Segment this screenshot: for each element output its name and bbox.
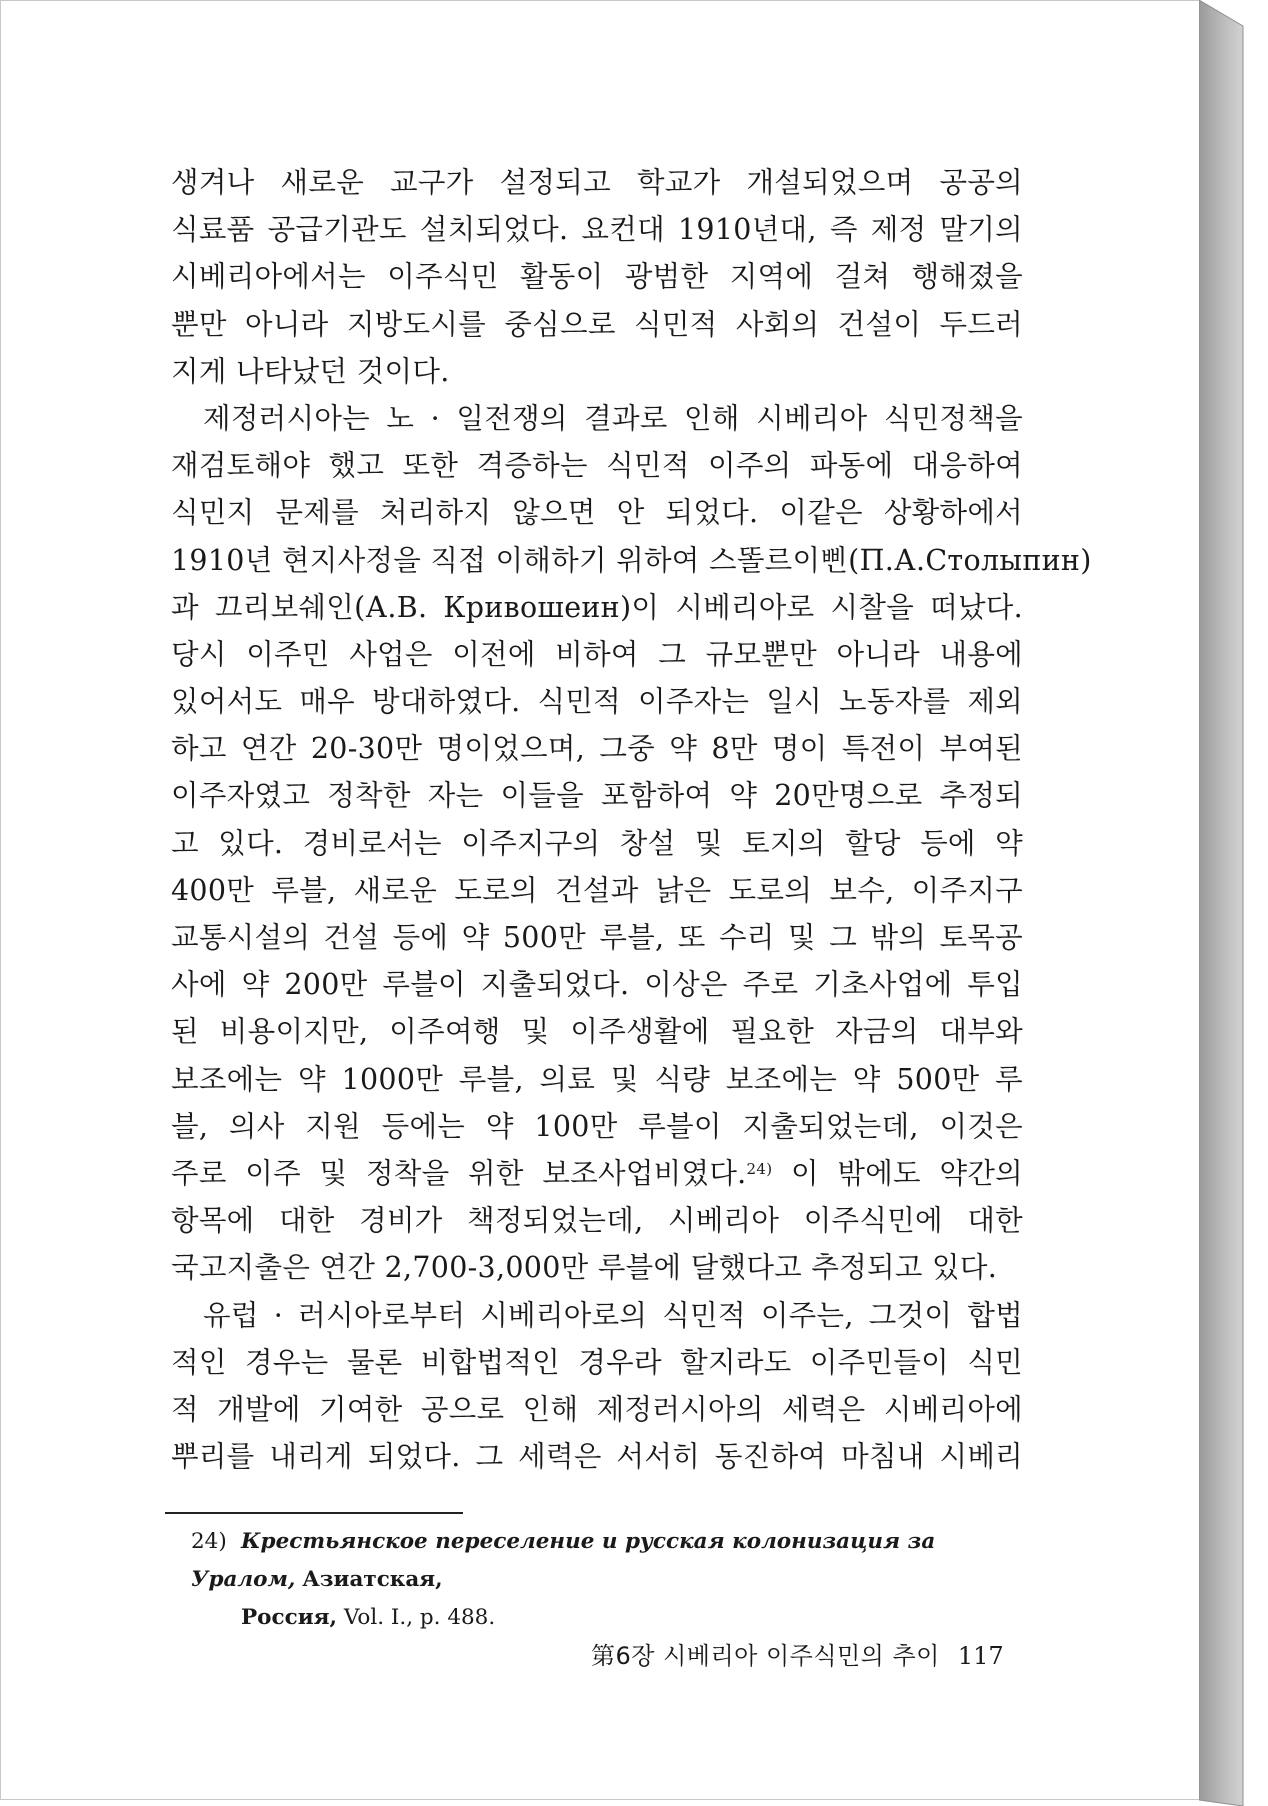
footnote-reference: 24) — [746, 1159, 773, 1178]
text-line: 400만 루블, 새로운 도로의 건설과 낡은 도로의 보수, 이주지구 — [171, 873, 1023, 907]
text-line: 유럽 · 러시아로부터 시베리아로의 식민적 이주는, 그것이 합법 — [203, 1298, 1023, 1332]
text-line: 하고 연간 20-30만 명이었으며, 그중 약 8만 명이 특전이 부여된 — [171, 732, 1023, 766]
text-line: 지게 나타났던 것이다. — [171, 354, 450, 388]
text-segment: 주로 이주 및 정착을 위한 보조사업비였다. — [171, 1156, 747, 1190]
page-edge-shading — [1199, 0, 1268, 1806]
footnote-number: 24) — [191, 1529, 227, 1554]
text-line: 식민지 문제를 처리하지 않으면 안 되었다. 이같은 상황하에서 — [171, 496, 1023, 530]
text-line: 식료품 공급기관도 설치되었다. 요컨대 1910년대, 즉 제정 말기의 — [171, 213, 1023, 247]
text-line: 교통시설의 건설 등에 약 500만 루블, 또 수리 및 그 밖의 토목공 — [171, 921, 1023, 954]
text-line: 사에 약 200만 루블이 지출되었다. 이상은 주로 기초사업에 투입 — [171, 968, 1023, 1002]
text-line: 보조에는 약 1000만 루블, 의료 및 식량 보조에는 약 500만 루 — [171, 1062, 1023, 1096]
chapter-title: 第6장 시베리아 이주식민의 추이 — [591, 1642, 940, 1670]
page-stack-edge — [1199, 0, 1268, 1806]
running-footer — [591, 1638, 1011, 1674]
footnote-title: Крестьянское переселение и русская колонизация за Уралом, — [191, 1529, 936, 1592]
text-line: 당시 이주민 사업은 이전에 비하여 그 규모뿐만 아니라 내용에 — [171, 637, 1023, 671]
footnote-divider — [165, 1512, 463, 1514]
text-line: 국고지출은 연간 2,700-3,000만 루블에 달했다고 추정되고 있다. — [171, 1251, 998, 1285]
footnote-source: Азиатская, — [302, 1567, 443, 1592]
footnote-source-2: Россия, — [241, 1605, 338, 1630]
page-number: 117 — [957, 1642, 1004, 1670]
footnote-line — [191, 1599, 1031, 1637]
footnote — [191, 1523, 1031, 1637]
text-line: 항목에 대한 경비가 책정되었는데, 시베리아 이주식민에 대한 — [171, 1204, 1023, 1238]
footnote-line — [191, 1523, 1031, 1599]
text-line: 과 끄리보쉐인(А.В. Кривошеин)이 시베리아로 시찰을 떠났다. — [171, 590, 1023, 624]
text-line: 시베리아에서는 이주식민 활동이 광범한 지역에 걸쳐 행해졌을 — [171, 260, 1023, 294]
text-line: 생겨나 새로운 교구가 설정되고 학교가 개설되었으며 공공의 — [171, 166, 1023, 199]
text-line: 재검토해야 했고 또한 격증하는 식민적 이주의 파동에 대응하여 — [171, 449, 1023, 483]
text-line: 뿌리를 내리게 되었다. 그 세력은 서서히 동진하여 마침내 시베리 — [171, 1440, 1023, 1474]
body-text — [171, 159, 1092, 1480]
text-line: 제정러시아는 노 · 일전쟁의 결과로 인해 시베리아 식민정책을 — [203, 401, 1023, 435]
text-line: 블, 의사 지원 등에는 약 100만 루블이 지출되었는데, 이것은 — [171, 1109, 1023, 1143]
text-line: 된 비용이지만, 이주여행 및 이주생활에 필요한 자금의 대부와 — [171, 1015, 1023, 1049]
text-line: 고 있다. 경비로서는 이주지구의 창설 및 토지의 할당 등에 약 — [171, 826, 1023, 860]
text-segment: 이 밖에도 약간의 — [772, 1156, 1023, 1190]
text-line: 이주자였고 정착한 자는 이들을 포함하여 약 20만명으로 추정되 — [171, 779, 1023, 813]
text-line-with-footnote-ref — [171, 1150, 1023, 1197]
text-line: 1910년 현지사정을 직접 이해하기 위하여 스똘르이삔(П.А.Столыпин) — [171, 543, 1092, 577]
text-line: 있어서도 매우 방대하였다. 식민적 이주자는 일시 노동자를 제외 — [171, 685, 1023, 719]
text-line: 적 개발에 기여한 공으로 인해 제정러시아의 세력은 시베리아에 — [171, 1392, 1023, 1426]
text-line: 적인 경우는 물론 비합법적인 경우라 할지라도 이주민들이 식민 — [171, 1345, 1023, 1379]
text-line: 뿐만 아니라 지방도시를 중심으로 식민적 사회의 건설이 두드러 — [171, 307, 1023, 341]
footnote-volume: Vol. I., p. 488. — [343, 1605, 496, 1630]
